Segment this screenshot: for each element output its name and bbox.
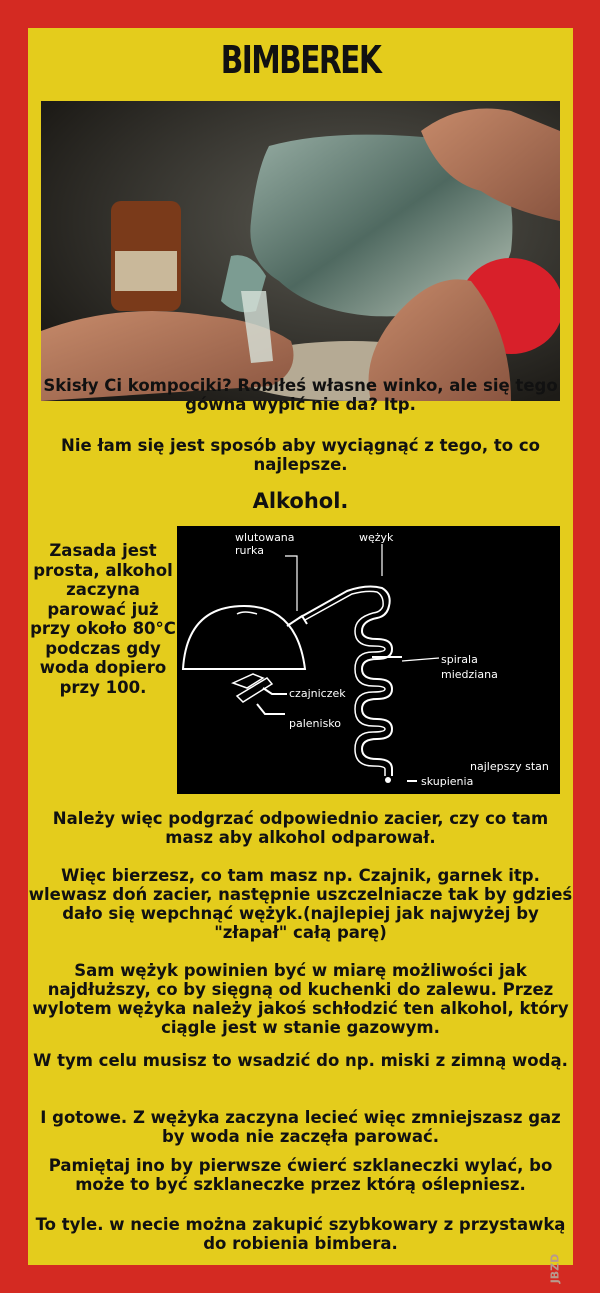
- paragraph-hose: Sam wężyk powinien być w miarę możliwości jak najdłuższy, co by sięgną od kuchenki do zalewu. Przez wylotem wężyka należy jakoś schłodzić ten alkohol, który ciągle jest w stanie gazowym.: [32, 961, 569, 1037]
- poster-title: BIMBEREK: [220, 38, 381, 82]
- kettle-dome: [183, 606, 305, 669]
- poster-panel: [28, 28, 573, 1265]
- paragraph-ready: I gotowe. Z wężyka zaczyna lecieć więc zmniejszasz gaz by woda nie zaczęła parować.: [40, 1108, 561, 1146]
- label-rurka: rurka: [235, 544, 264, 557]
- distillation-drawing: [177, 526, 560, 794]
- intro-paragraph-1: Skisły Ci kompociki? Robiłeś własne winko, ale się tego gówna wypić nie da? Itp.: [43, 376, 558, 414]
- label-wezyk: wężyk: [359, 531, 394, 544]
- paragraph-end: To tyle. w necie można zakupić szybkowary z przystawką do robienia bimbera.: [35, 1215, 566, 1253]
- paragraph-heat: Należy więc podgrzać odpowiednio zacier, czy co tam masz aby alkohol odparował.: [52, 809, 549, 847]
- photo-pouring-jar: [41, 101, 560, 401]
- label-skupienia: skupienia: [421, 775, 474, 788]
- label-spirala: spirala: [441, 653, 478, 666]
- label-czajniczek: czajniczek: [289, 687, 346, 700]
- principle-text: Zasada jest prosta, alkohol zaczyna parować już przy około 80°C podczas gdy woda dopiero przy 100.: [30, 541, 176, 697]
- fire-icon: [233, 674, 272, 702]
- watermark-logo: JBZD: [548, 1253, 562, 1284]
- paragraph-kettle: Więc bierzesz, co tam masz np. Czajnik, garnek itp. wlewasz doń zacier, następnie uszczelniacze tak by gdzieś dało się wepchnąć wężyk.(najlepiej jak najwyżej by "złapał" całą parę): [28, 866, 573, 942]
- label-palenisko: palenisko: [289, 717, 342, 730]
- distillation-diagram: [177, 526, 560, 794]
- label-wlutowana: wlutowana: [235, 531, 295, 544]
- intro-paragraph-2: Nie łam się jest sposób aby wyciągnąć z tego, to co najlepsze.: [61, 436, 540, 474]
- label-miedziana: miedziana: [441, 668, 498, 681]
- label-najlepszy-stan: najlepszy stan: [470, 760, 549, 773]
- section-heading: Alkohol.: [252, 489, 349, 513]
- paragraph-cold-water: W tym celu musisz to wsadzić do np. miski z zimną wodą.: [33, 1051, 568, 1070]
- paragraph-warning: Pamiętaj ino by pierwsze ćwierć szklaneczki wylać, bo może to być szklaneczke przez którą oślepniesz.: [48, 1156, 553, 1194]
- kettle-handle-line: [237, 612, 257, 614]
- soldered-pipe: [287, 616, 307, 626]
